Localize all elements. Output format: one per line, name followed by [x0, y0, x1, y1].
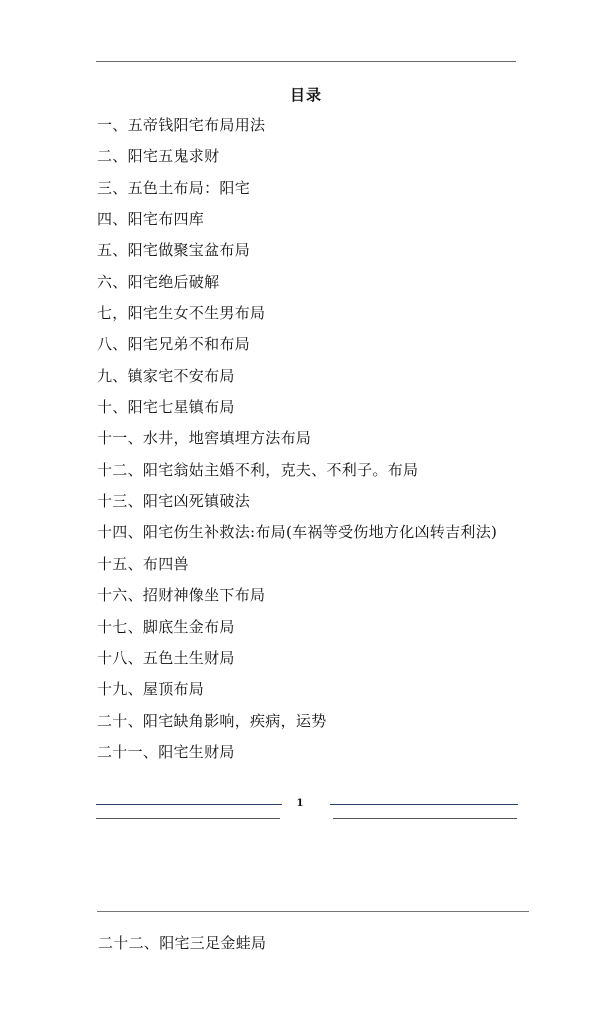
- toc-item[interactable]: 十四、阳宅伤生补救法:布局(车祸等受伤地方化凶转吉利法): [97, 523, 498, 542]
- toc-item[interactable]: 十八、五色土生财局: [97, 648, 235, 667]
- toc-item[interactable]: 一、五帝钱阳宅布局用法: [97, 116, 266, 134]
- toc-item[interactable]: 二十、阳宅缺角影响，疾病，运势: [97, 711, 327, 730]
- toc-item[interactable]: 六、阳宅绝后破解: [97, 272, 220, 291]
- toc-item[interactable]: 十二、阳宅翁姑主婚不利，克夫、不利子。布局: [97, 460, 419, 479]
- toc-item[interactable]: 二十二、阳宅三足金蛙局: [98, 934, 267, 952]
- toc-item[interactable]: 九、镇家宅不安布局: [97, 366, 235, 385]
- toc-item[interactable]: 七，阳宅生女不生男布局: [97, 304, 266, 323]
- page2-header-rule: [97, 911, 529, 912]
- toc-item[interactable]: 十九、屋顶布局: [97, 680, 205, 699]
- toc-item[interactable]: 五、阳宅做聚宝盆布局: [97, 241, 251, 260]
- footer-left-rule: [96, 804, 282, 805]
- toc-item[interactable]: 二、阳宅五鬼求财: [97, 147, 220, 166]
- page-number: 1: [296, 798, 304, 809]
- toc-list: [97, 110, 497, 768]
- toc-item[interactable]: 十六、招财神像坐下布局: [97, 586, 266, 605]
- toc-item[interactable]: 十一、水井，地窖填埋方法布局: [97, 429, 312, 448]
- toc-item[interactable]: 十七、脚底生金布局: [97, 617, 235, 636]
- toc-item[interactable]: 三、五色土布局：阳宅: [97, 178, 251, 197]
- header-rule: [96, 61, 516, 62]
- toc-title: 目录: [289, 86, 322, 104]
- toc-item[interactable]: 十五、布四兽: [97, 554, 189, 573]
- toc-item[interactable]: 二十一、阳宅生财局: [97, 742, 235, 761]
- toc-item[interactable]: 十、阳宅七星镇布局: [97, 398, 235, 417]
- toc-item[interactable]: 四、阳宅布四库: [97, 210, 205, 229]
- footer-right-rule: [330, 804, 518, 805]
- toc-item[interactable]: 十三、阳宅凶死镇破法: [97, 492, 251, 511]
- footer-right-underline: [333, 818, 517, 819]
- toc-item[interactable]: 八、阳宅兄弟不和布局: [97, 335, 251, 354]
- footer-left-underline: [96, 818, 280, 819]
